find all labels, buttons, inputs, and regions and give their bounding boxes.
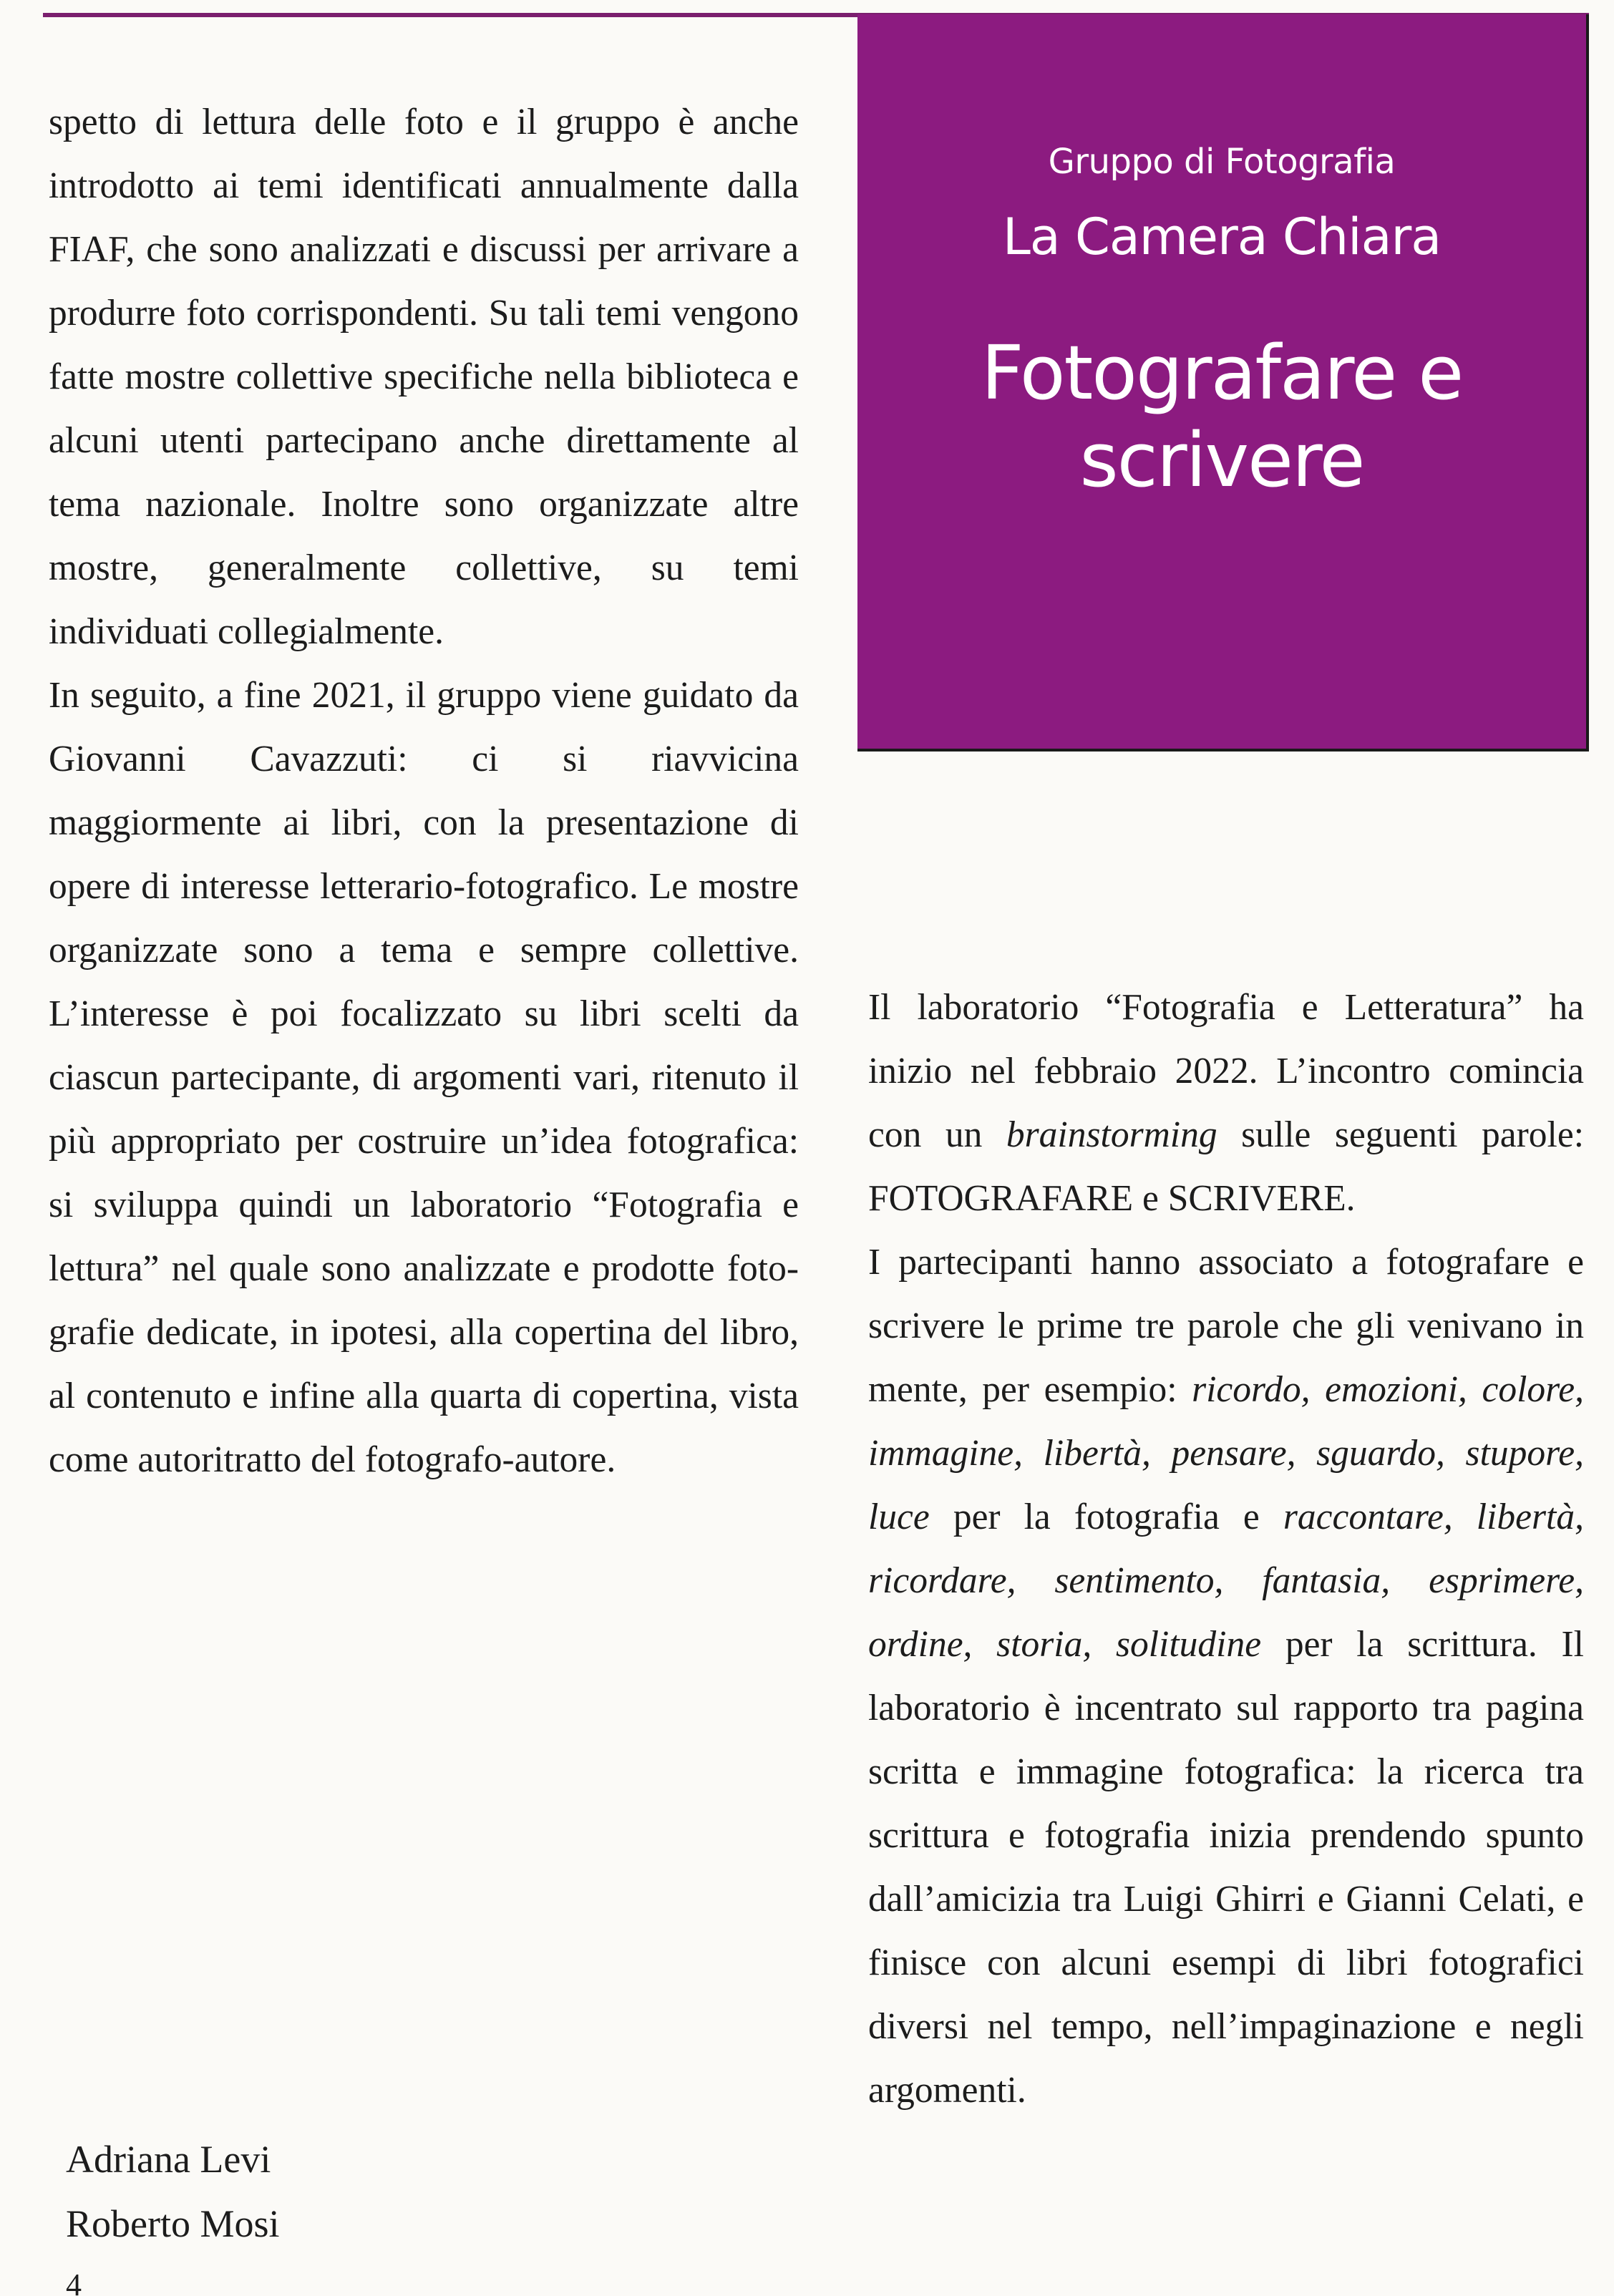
right-paragraph-1 [868, 976, 1584, 1230]
left-column [49, 90, 799, 1492]
author-name: Roberto Mosi [66, 2202, 280, 2245]
right-p2-photo-words: ricordo, emozioni, colore, immagine, libertà, pensare, sguardo, stupore, luce [868, 1369, 1584, 1537]
right-p2-mid: per la fotografia e [929, 1497, 1283, 1537]
right-p1-italic: brainstorming [1006, 1114, 1217, 1155]
right-paragraph-2 [868, 1230, 1584, 2122]
box-group-name: La Camera Chiara [1002, 208, 1442, 266]
author-signatures [66, 2127, 280, 2256]
left-paragraph-1: spetto di lettura delle foto e il gruppo è anche introdotto ai temi identificati annualmente dalla FIAF, che sono analizzati e discussi per arrivare a produrre foto corrispondenti. Su tali temi vengono fatte mostre collettive specifiche nella biblioteca e alcuni utenti partecipano anche direttamente al tema nazionale. Inoltre sono organizzate altre mostre, generalmente collettive, su temi individuati collegialmente. [49, 102, 799, 652]
page-number: 4 [66, 2275, 82, 2296]
right-p2-writing-words: raccontare, libertà, ricordare, sentimento, fantasia, esprimere, ordine, storia, solitudine [868, 1497, 1584, 1665]
box-subtitle: Gruppo di Fotografia [1048, 142, 1396, 182]
right-column [868, 976, 1584, 2122]
right-p2-intro: I partecipanti hanno associato a fotografare e scrivere le prime tre parole che gli venivano in mente, per esempio: [868, 1242, 1584, 1410]
right-p1-text-b: sulle seguenti parole: FOTOGRAFARE e SCRIVERE. [868, 1114, 1585, 1219]
box-title: Fotografare e scrivere [981, 329, 1463, 504]
left-paragraph-2: In seguito, a fine 2021, il gruppo viene guidato da Giovanni Cavazzuti: ci si riavvicina maggiormente ai libri, con la presentazione di opere di interesse letterario-fotografico. Le mostre organizzate sono a tema e sempre collettive. L’interesse è poi focalizzato su libri scelti da ciascun partecipante, di argomenti vari, ritenuto il più appropriato per costruire un’idea fotografica: si sviluppa quindi un laboratorio “Fotografia e lettura” nel quale sono analizzate e prodotte fotografie dedicate, in ipotesi, alla copertina del libro, al contenuto e infine alla quarta di copertina, vista come autoritratto del fotografo-autore. [49, 675, 799, 1480]
right-p2-end: per la scrittura. Il laboratorio è incentrato sul rapporto tra pagina scritta e immagine fotografica: la ricerca tra scrittura e fotografia inizia prendendo spunto dall’amicizia tra Luigi Ghirri e Gianni Celati, e finisce con alcuni esempi di libri fotografici diversi nel tempo, nell’impaginazione e negli argomenti. [868, 1624, 1584, 2111]
right-p1-text-a: Il laboratorio “Fotografia e Letteratura” ha inizio nel febbraio 2022. L’incontro comincia con un [868, 987, 1584, 1155]
author-name: Adriana Levi [66, 2138, 271, 2181]
title-box [857, 14, 1589, 751]
